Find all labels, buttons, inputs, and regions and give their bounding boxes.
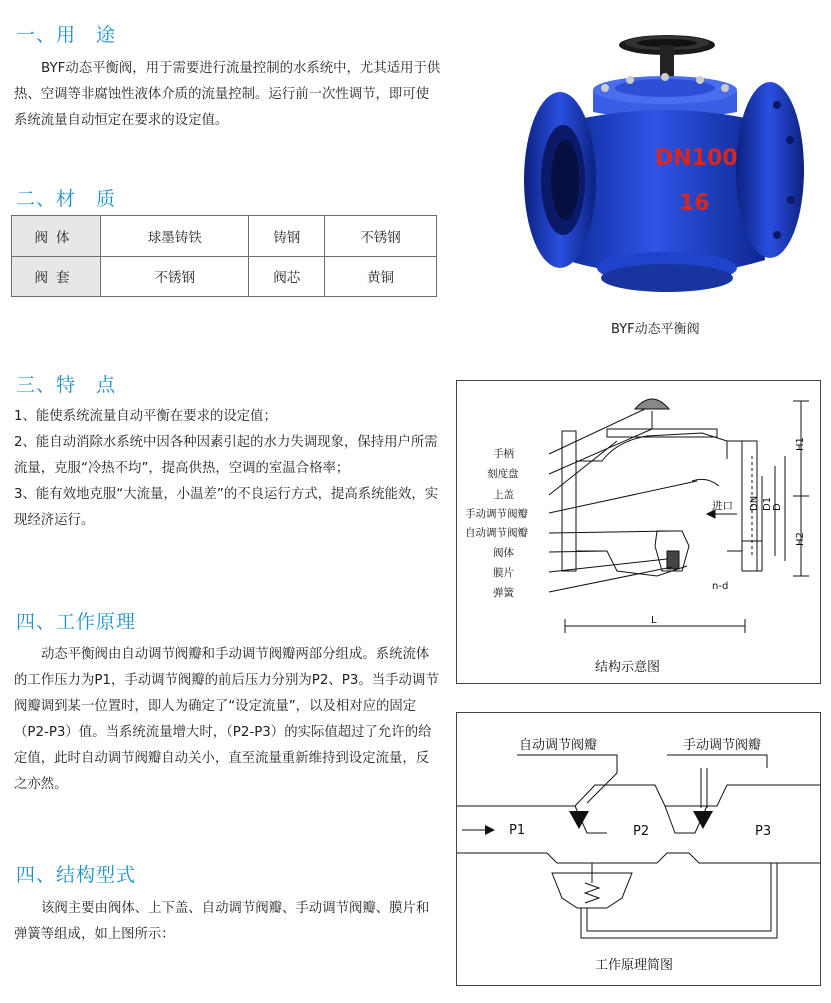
table-row xyxy=(12,256,437,297)
photo-caption: BYF动态平衡阀 xyxy=(611,322,700,337)
part-label-top-cover: 上盖 xyxy=(493,489,514,501)
part-label-diaphragm: 膜片 xyxy=(493,567,514,579)
structure-diagram-caption: 结构示意图 xyxy=(595,660,661,675)
section-title-features: 三、特 点 xyxy=(16,374,117,396)
structure-paragraph: 该阀主要由阀体、上下盖、自动调节阀瓣、手动调节阀瓣、膜片和弹簧等组成，如上图所示： xyxy=(14,901,430,942)
section-title-structure: 四、结构型式 xyxy=(16,864,137,886)
principle-paragraph: 动态平衡阀由自动调节阀瓣和手动调节阀瓣两部分组成。系统流体的工作压力为P1，手动调节阀瓣的前后压力分别为P2、P3。当手动调节阀瓣调到某一位置时，即人为确定了“设定流量”，以及相对应的固定（P2-P3）值。当系统流量增大时，（P2-P3）的实际值超过了允许的给定值，此时自动调节阀瓣自动关小，直至流量重新维持到设定流量，反之亦然。 xyxy=(14,647,439,792)
dim-h2: H2 xyxy=(795,532,806,546)
use-paragraph: BYF动态平衡阀，用于需要进行流量控制的水系统中，尤其适用于供热、空调等非腐蚀性液体介质的流量控制。运行前一次性调节，即可使系统流量自动恒定在要求的设定值。 xyxy=(14,61,441,128)
dim-d1: D1 xyxy=(762,496,773,511)
working-principle-diagram xyxy=(456,712,821,986)
table-row xyxy=(12,216,437,257)
table-cell: 阀体 xyxy=(12,216,101,257)
section-title-material: 二、材 质 xyxy=(16,188,117,210)
dim-nd: n-d xyxy=(712,581,729,592)
material-table xyxy=(11,215,437,297)
dim-dn: DN xyxy=(749,495,760,511)
part-label-spring: 弹簧 xyxy=(493,587,514,599)
part-label-handle: 手柄 xyxy=(493,448,514,460)
p1-label: P1 xyxy=(509,823,526,838)
dim-h1: H1 xyxy=(795,437,806,451)
table-cell: 铸钢 xyxy=(249,216,325,257)
table-cell: 阀芯 xyxy=(249,256,325,297)
p3-label: P3 xyxy=(755,824,772,839)
dim-l: L xyxy=(651,615,657,626)
list-item: 2、能自动消除水系统中因各种因素引起的水力失调现象，保持用户所需流量，克服“冷热不均”，提高供热，空调的室温合格率； xyxy=(14,435,438,476)
table-cell: 不锈钢 xyxy=(324,216,436,257)
working-diagram-caption: 工作原理简图 xyxy=(595,958,674,973)
part-label-dial: 刻度盘 xyxy=(487,468,519,480)
manual-disc-label: 手动调节阀瓣 xyxy=(683,738,762,753)
list-item: 1、能使系统流量自动平衡在要求的设定值； xyxy=(14,409,277,424)
part-label-manual-disc: 手动调节阀瓣 xyxy=(465,508,528,520)
section-title-principle: 四、工作原理 xyxy=(16,611,137,633)
features-list xyxy=(14,404,442,534)
structure-diagram xyxy=(456,380,821,684)
p2-label: P2 xyxy=(633,824,650,839)
list-item: 3、能有效地克服“大流量，小温差”的不良运行方式，提高系统能效，实现经济运行。 xyxy=(14,487,439,528)
valve-photo xyxy=(515,30,815,315)
dim-d: D xyxy=(772,503,783,511)
inlet-label: 进口 xyxy=(712,500,733,512)
table-cell: 黄铜 xyxy=(324,256,436,297)
body-marking-dn: DN100 xyxy=(655,146,738,171)
table-cell: 球墨铸铁 xyxy=(101,216,249,257)
part-label-body: 阀体 xyxy=(493,547,514,559)
table-cell: 阀套 xyxy=(12,256,101,297)
auto-disc-label: 自动调节阀瓣 xyxy=(519,738,598,753)
table-cell: 不锈钢 xyxy=(101,256,249,297)
section-title-use: 一、用 途 xyxy=(16,24,117,46)
part-label-auto-disc: 自动调节阀瓣 xyxy=(465,527,528,539)
body-marking-pn: 16 xyxy=(679,191,710,216)
